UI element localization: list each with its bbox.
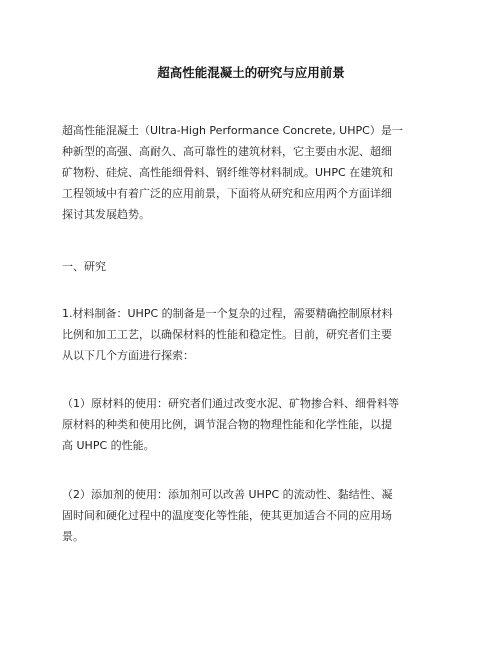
- text-line: 矿物粉、硅烷、高性能细骨料、钢纤维等材料制成。UHPC 在建筑和: [62, 166, 394, 179]
- section-heading-text: 一、研究: [62, 260, 106, 273]
- intro-paragraph: [62, 120, 442, 225]
- text-line: （2）添加剂的使用：添加剂可以改善 UHPC 的流动性、黏结性、凝: [62, 488, 393, 501]
- item-1-paragraph: [62, 303, 442, 366]
- text-line: 工程领域中有着广泛的应用前景，下面将从研究和应用两个方面详细: [62, 187, 392, 200]
- text-line: 原材料的种类和使用比例，调节混合物的物理性能和化学性能，以提: [62, 418, 392, 431]
- text-line: 从以下几个方面进行探索：: [62, 349, 194, 362]
- sub-item-1-paragraph: [62, 393, 442, 456]
- text-line: 比例和加工工艺，以确保材料的性能和稳定性。目前，研究者们主要: [62, 328, 392, 341]
- text-line: 探讨其发展趋势。: [62, 208, 150, 221]
- text-line: 1.材料制备：UHPC 的制备是一个复杂的过程，需要精确控制原材料: [62, 307, 393, 320]
- document-title: 超高性能混凝土的研究与应用前景: [157, 65, 345, 80]
- text-line: 固时间和硬化过程中的温度变化等性能，使其更加适合不同的应用场: [62, 509, 392, 522]
- text-line: 种新型的高强、高耐久、高可靠性的建筑材料，它主要由水泥、超细: [62, 145, 392, 158]
- text-line: 景。: [62, 530, 84, 543]
- text-line: 超高性能混凝土（Ultra-High Performance Concrete, UHPC）是一: [62, 124, 403, 137]
- text-line: （1）原材料的使用：研究者们通过改变水泥、矿物掺合料、细骨料等: [62, 397, 399, 410]
- section-heading: [62, 256, 442, 277]
- text-line: 高 UHPC 的性能。: [62, 439, 155, 452]
- sub-item-2-paragraph: [62, 484, 442, 547]
